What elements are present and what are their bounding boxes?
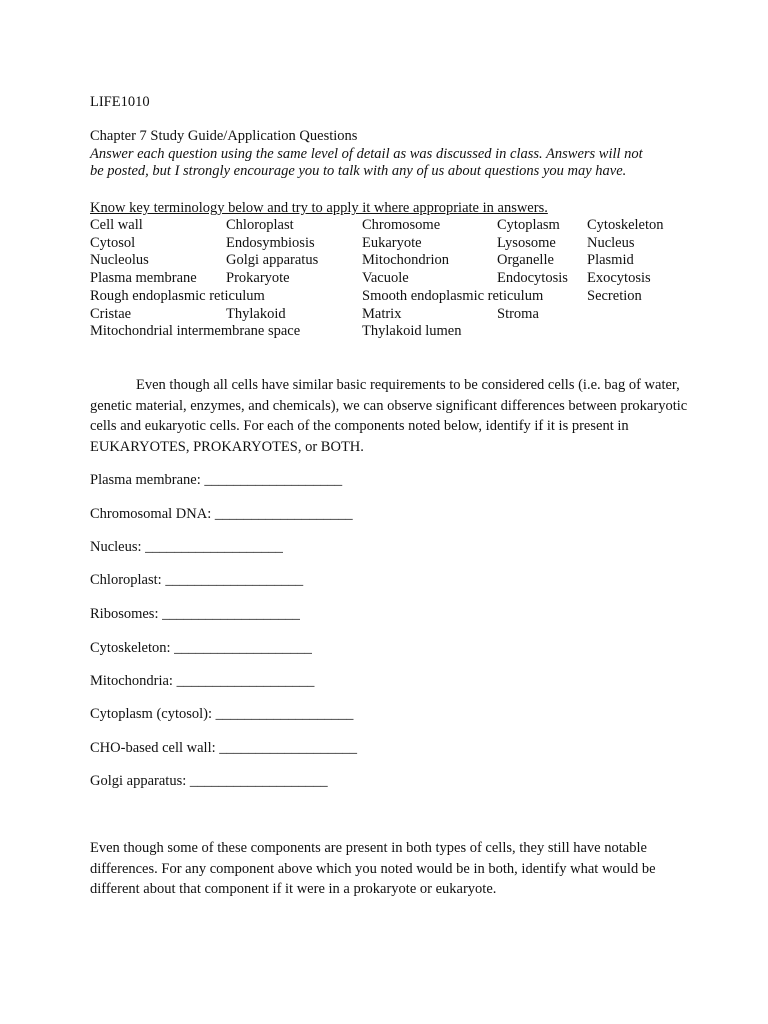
term: Matrix: [362, 306, 402, 322]
term: Thylakoid lumen: [362, 323, 462, 339]
term: Prokaryote: [226, 270, 290, 286]
term: Nucleus: [587, 235, 635, 251]
intro-paragraph: Even though all cells have similar basic requirements to be considered cells (i.e. bag of water, genetic material, enzymes, and chemicals), we can observe significant differences between prokaryotic cells and eukaryotic cells. For each of the components noted below, identify if it is present in EUKARYOTES, PROKARYOTES, or BOTH.: [90, 377, 688, 455]
term: Mitochondrial intermembrane space: [90, 323, 301, 339]
instructions-line-1: Answer each question using the same level of detail as was discussed in class. Answers will not: [90, 146, 643, 162]
term: Cristae: [90, 306, 132, 322]
course-code: LIFE1010: [90, 94, 150, 110]
question-item: Golgi apparatus: ___________________: [90, 773, 328, 789]
term: Golgi apparatus: [226, 252, 319, 268]
term: Secretion: [587, 288, 642, 304]
question-item: Chromosomal DNA: ___________________: [90, 506, 353, 522]
term: Plasma membrane: [90, 270, 197, 286]
term: Mitochondrion: [362, 252, 449, 268]
question-item: Ribosomes: ___________________: [90, 606, 300, 622]
term: Exocytosis: [587, 270, 651, 286]
term: Cytoskeleton: [587, 217, 664, 233]
term: Cell wall: [90, 217, 143, 233]
term: Eukaryote: [362, 235, 422, 251]
instructions-line-2: be posted, but I strongly encourage you to talk with any of us about questions you may have.: [90, 163, 627, 179]
term: Plasmid: [587, 252, 634, 268]
term: Endocytosis: [497, 270, 568, 286]
term: Cytosol: [90, 235, 136, 251]
term: Rough endoplasmic reticulum: [90, 288, 265, 304]
term: Thylakoid: [226, 306, 286, 322]
term: Stroma: [497, 306, 539, 322]
document-title: Chapter 7 Study Guide/Application Questions: [90, 128, 358, 144]
question-item: Plasma membrane: ___________________: [90, 472, 343, 488]
term: Organelle: [497, 252, 554, 268]
question-item: Cytoskeleton: ___________________: [90, 640, 312, 656]
terminology-heading: Know key terminology below and try to apply it where appropriate in answers.: [90, 200, 548, 216]
term: Nucleolus: [90, 252, 149, 268]
closing-paragraph: Even though some of these components are present in both types of cells, they still have notable differences. For any component above which you noted would be in both, identify what would be different about that component if it were in a prokaryote or eukaryote.: [90, 840, 656, 897]
question-item: Chloroplast: ___________________: [90, 572, 304, 588]
term: Chloroplast: [226, 217, 294, 233]
term: Cytoplasm: [497, 217, 560, 233]
term: Chromosome: [362, 217, 441, 233]
question-item: Nucleus: ___________________: [90, 539, 283, 555]
term: Lysosome: [497, 235, 556, 251]
question-item: Mitochondria: ___________________: [90, 673, 315, 689]
term: Smooth endoplasmic reticulum: [362, 288, 544, 304]
term: Vacuole: [362, 270, 409, 286]
question-item: CHO-based cell wall: ___________________: [90, 740, 358, 756]
question-item: Cytoplasm (cytosol): ___________________: [90, 706, 354, 722]
term: Endosymbiosis: [226, 235, 315, 251]
